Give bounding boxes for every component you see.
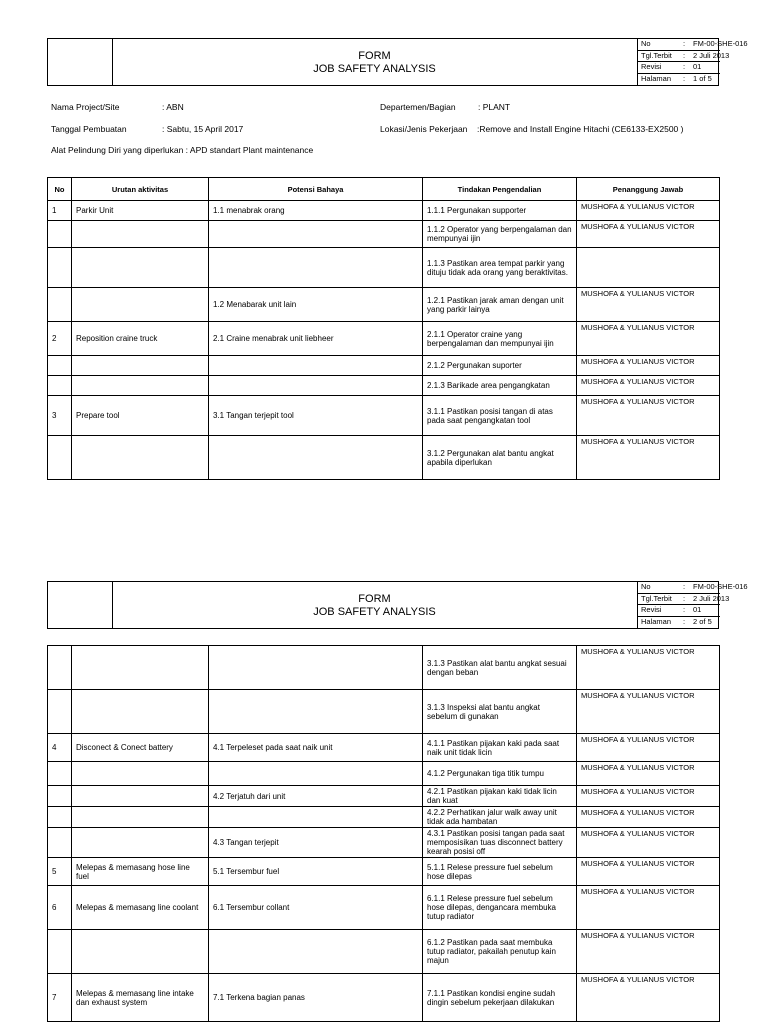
cell-hazard: 3.1 Tangan terjepit tool — [209, 396, 423, 436]
logo-cell — [48, 582, 113, 628]
cell-no — [48, 828, 72, 858]
cell-pic: MUSHOFA & YULIANUS VICTOR — [577, 734, 720, 762]
cell-no — [48, 786, 72, 807]
header-control: Tindakan Pengendalian — [423, 178, 577, 201]
cell-control: 2.1.2 Pergunakan suporter — [423, 356, 577, 376]
cell-no: 2 — [48, 322, 72, 356]
header-pic: Penanggung Jawab — [577, 178, 720, 201]
table-row — [48, 886, 720, 930]
table-row — [48, 436, 720, 480]
form-title — [112, 582, 637, 628]
table-row — [48, 221, 720, 248]
table-row — [48, 828, 720, 858]
table-row — [48, 930, 720, 974]
cell-pic: MUSHOFA & YULIANUS VICTOR — [577, 930, 720, 974]
cell-hazard — [209, 376, 423, 396]
cell-hazard — [209, 646, 423, 690]
cell-no — [48, 248, 72, 288]
date-label: Tanggal Pembuatan — [51, 124, 127, 134]
cell-pic — [577, 248, 720, 288]
cell-pic: MUSHOFA & YULIANUS VICTOR — [577, 858, 720, 886]
cell-hazard: 1.1 menabrak orang — [209, 201, 423, 221]
table-row — [48, 734, 720, 762]
form-title-line2: JOB SAFETY ANALYSIS — [313, 606, 436, 618]
table-row — [48, 201, 720, 221]
cell-hazard — [209, 690, 423, 734]
cell-hazard: 5.1 Tersembur fuel — [209, 858, 423, 886]
cell-hazard: 6.1 Tersembur collant — [209, 886, 423, 930]
cell-no: 4 — [48, 734, 72, 762]
header-activity: Urutan aktivitas — [72, 178, 209, 201]
logo-cell — [48, 39, 113, 85]
cell-pic: MUSHOFA & YULIANUS VICTOR — [577, 396, 720, 436]
cell-control: 3.1.1 Pastikan posisi tangan di atas pada saat pengangkatan tool — [423, 396, 577, 436]
location-label: Lokasi/Jenis Pekerjaan — [380, 124, 468, 134]
cell-activity: Melepas & memasang line coolant — [72, 886, 209, 930]
cell-no: 5 — [48, 858, 72, 886]
cell-pic: MUSHOFA & YULIANUS VICTOR — [577, 436, 720, 480]
cell-hazard: 1.2 Menabarak unit lain — [209, 288, 423, 322]
cell-control: 7.1.1 Pastikan kondisi engine sudah dingin sebelum pekerjaan dilakukan — [423, 974, 577, 1022]
cell-control: 4.1.1 Pastikan pijakan kaki pada saat naik unit tidak licin — [423, 734, 577, 762]
table-row — [48, 974, 720, 1022]
cell-hazard — [209, 356, 423, 376]
form-header — [47, 38, 748, 86]
cell-activity — [72, 690, 209, 734]
meta-row-tgl: Tgl.Terbit : 2 Juli 2013 — [638, 51, 720, 63]
cell-no — [48, 376, 72, 396]
header-no: No — [48, 178, 72, 201]
cell-pic: MUSHOFA & YULIANUS VICTOR — [577, 690, 720, 734]
cell-no — [48, 646, 72, 690]
cell-activity — [72, 930, 209, 974]
form-title-line2: JOB SAFETY ANALYSIS — [313, 63, 436, 75]
cell-pic: MUSHOFA & YULIANUS VICTOR — [577, 762, 720, 786]
cell-pic: MUSHOFA & YULIANUS VICTOR — [577, 376, 720, 396]
cell-activity — [72, 436, 209, 480]
cell-control: 1.1.3 Pastikan area tempat parkir yang dituju tidak ada orang yang beraktivitas. — [423, 248, 577, 288]
header-hazard: Potensi Bahaya — [209, 178, 423, 201]
table-row — [48, 807, 720, 828]
table-row — [48, 690, 720, 734]
cell-activity: Melepas & memasang hose line fuel — [72, 858, 209, 886]
cell-pic: MUSHOFA & YULIANUS VICTOR — [577, 974, 720, 1022]
form-title-line1: FORM — [358, 50, 391, 62]
cell-control: 6.1.2 Pastikan pada saat membuka tutup radiator, pakailah penutup kain majun — [423, 930, 577, 974]
cell-control: 4.2.1 Pastikan pijakan kaki tidak licin dan kuat — [423, 786, 577, 807]
cell-hazard — [209, 221, 423, 248]
cell-no: 1 — [48, 201, 72, 221]
cell-no — [48, 807, 72, 828]
cell-hazard: 2.1 Craine menabrak unit liebheer — [209, 322, 423, 356]
table-row — [48, 396, 720, 436]
cell-activity — [72, 248, 209, 288]
cell-hazard — [209, 248, 423, 288]
cell-control: 1.1.1 Pergunakan supporter — [423, 201, 577, 221]
cell-no — [48, 762, 72, 786]
table-row — [48, 646, 720, 690]
dept-value: : PLANT — [478, 102, 511, 112]
cell-hazard — [209, 930, 423, 974]
cell-control: 6.1.1 Relese pressure fuel sebelum hose dilepas, dengancara membuka tutup radiator — [423, 886, 577, 930]
project-value: : ABN — [162, 102, 184, 112]
cell-no — [48, 690, 72, 734]
meta-row-revisi: Revisi : 01 — [638, 605, 720, 617]
cell-control: 1.1.2 Operator yang berpengalaman dan mempunyai ijin — [423, 221, 577, 248]
form-title — [112, 39, 637, 85]
project-label: Nama Project/Site — [51, 102, 120, 112]
cell-control: 3.1.2 Pergunakan alat bantu angkat apabila diperlukan — [423, 436, 577, 480]
table-row — [48, 786, 720, 807]
cell-activity: Melepas & memasang line intake dan exhaust system — [72, 974, 209, 1022]
cell-pic: MUSHOFA & YULIANUS VICTOR — [577, 807, 720, 828]
cell-no: 3 — [48, 396, 72, 436]
apd-line: Alat Pelindung Diri yang diperlukan : APD standart Plant maintenance — [51, 145, 314, 155]
meta-row-tgl: Tgl.Terbit : 2 Juli 2013 — [638, 594, 720, 606]
cell-no — [48, 221, 72, 248]
cell-no — [48, 356, 72, 376]
form-header-2 — [47, 581, 748, 629]
cell-hazard: 4.3 Tangan terjepit — [209, 828, 423, 858]
table-row — [48, 356, 720, 376]
cell-hazard: 7.1 Terkena bagian panas — [209, 974, 423, 1022]
cell-activity — [72, 288, 209, 322]
table-row — [48, 288, 720, 322]
cell-activity — [72, 828, 209, 858]
meta-row-revisi: Revisi : 01 — [638, 62, 720, 74]
cell-pic: MUSHOFA & YULIANUS VICTOR — [577, 646, 720, 690]
cell-hazard — [209, 436, 423, 480]
meta-row-no: No : FM-00-SHE-016 — [638, 39, 720, 51]
form-meta — [637, 39, 748, 85]
dept-label: Departemen/Bagian — [380, 102, 456, 112]
cell-no — [48, 930, 72, 974]
form-title-line1: FORM — [358, 593, 391, 605]
table-header-row — [48, 178, 720, 201]
table-row — [48, 322, 720, 356]
cell-hazard: 4.1 Terpeleset pada saat naik unit — [209, 734, 423, 762]
cell-pic: MUSHOFA & YULIANUS VICTOR — [577, 221, 720, 248]
cell-activity — [72, 376, 209, 396]
cell-control: 4.2.2 Perhatikan jalur walk away unit tidak ada hambatan — [423, 807, 577, 828]
cell-activity: Parkir Unit — [72, 201, 209, 221]
cell-control: 3.1.3 Inspeksi alat bantu angkat sebelum di gunakan — [423, 690, 577, 734]
table-row — [48, 248, 720, 288]
cell-hazard — [209, 762, 423, 786]
cell-hazard — [209, 807, 423, 828]
cell-pic: MUSHOFA & YULIANUS VICTOR — [577, 356, 720, 376]
cell-pic: MUSHOFA & YULIANUS VICTOR — [577, 886, 720, 930]
cell-activity — [72, 356, 209, 376]
cell-pic: MUSHOFA & YULIANUS VICTOR — [577, 786, 720, 807]
meta-row-halaman: Halaman : 1 of 5 — [641, 73, 712, 83]
cell-activity — [72, 221, 209, 248]
date-value: : Sabtu, 15 April 2017 — [162, 124, 244, 134]
cell-activity — [72, 807, 209, 828]
table-row — [48, 376, 720, 396]
cell-control: 1.2.1 Pastikan jarak aman dengan unit yang parkir lainya — [423, 288, 577, 322]
cell-activity — [72, 762, 209, 786]
cell-hazard: 4.2 Terjatuh dari unit — [209, 786, 423, 807]
cell-pic: MUSHOFA & YULIANUS VICTOR — [577, 288, 720, 322]
cell-control: 4.3.1 Pastikan posisi tangan pada saat memposisikan tuas disconnect battery kearah posisi off — [423, 828, 577, 858]
cell-pic: MUSHOFA & YULIANUS VICTOR — [577, 201, 720, 221]
cell-activity: Reposition craine truck — [72, 322, 209, 356]
cell-pic: MUSHOFA & YULIANUS VICTOR — [577, 322, 720, 356]
cell-activity — [72, 786, 209, 807]
location-value: :Remove and Install Engine Hitachi (CE6133-EX2500 ) — [477, 124, 684, 134]
table-row — [48, 762, 720, 786]
cell-control: 2.1.3 Barikade area pengangkatan — [423, 376, 577, 396]
cell-activity — [72, 646, 209, 690]
cell-no — [48, 288, 72, 322]
cell-control: 2.1.1 Operator craine yang berpengalaman dan mempunyai ijin — [423, 322, 577, 356]
cell-control: 3.1.3 Pastikan alat bantu angkat sesuai dengan beban — [423, 646, 577, 690]
jsa-table-page2 — [47, 645, 720, 1022]
cell-no: 6 — [48, 886, 72, 930]
cell-control: 5.1.1 Relese pressure fuel sebelum hose dilepas — [423, 858, 577, 886]
table-row — [48, 858, 720, 886]
jsa-table-page1 — [47, 177, 720, 480]
cell-no: 7 — [48, 974, 72, 1022]
cell-pic: MUSHOFA & YULIANUS VICTOR — [577, 828, 720, 858]
cell-no — [48, 436, 72, 480]
cell-activity: Prepare tool — [72, 396, 209, 436]
cell-control: 4.1.2 Pergunakan tiga titik tumpu — [423, 762, 577, 786]
form-meta — [637, 582, 748, 628]
meta-row-no: No : FM-00-SHE-016 — [638, 582, 720, 594]
meta-row-halaman: Halaman : 2 of 5 — [641, 616, 712, 626]
cell-activity: Disconect & Conect battery — [72, 734, 209, 762]
